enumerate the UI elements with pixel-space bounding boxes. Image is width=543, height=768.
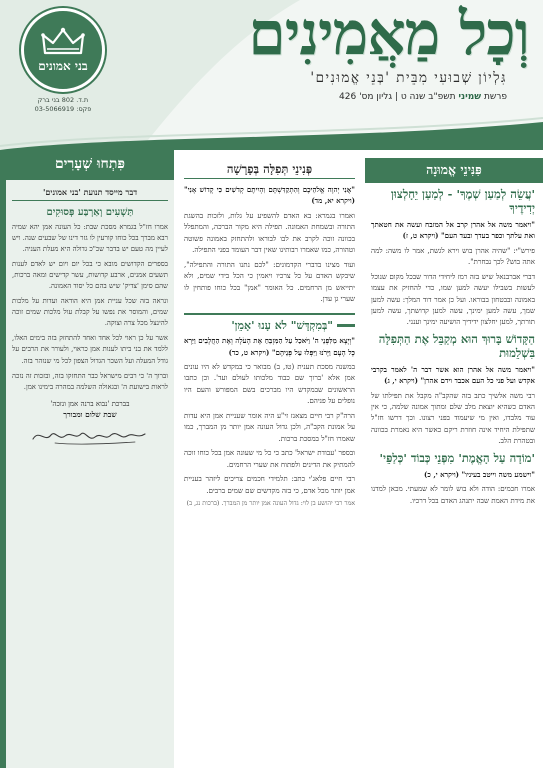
issue-line	[339, 92, 507, 102]
article-verse: "ויאמר משה אל אהרן הוא אשר דבר ה' לאמר בקרבי אקדש ועל פני כל העם אכבד וידם אהרן" (ויקרא י, ג)	[371, 364, 535, 386]
article-paragraph: ועוד מצינו בדברי הקדמונים: "לכם נתנו התורה והתפילה", שיבקש האדם על כל צרכיו ויאמין כי הכל בידי שמים, ולא יתייאש מן הרחמים. כל האומר "אמן" בכל כוחו פותחין לו שערי גן עדן.	[184, 259, 355, 304]
article-paragraph: הרה"ק רבי חיים מצאנז זי"ע היה אומר שעניית אמן היא עדות על אמונת הקב"ה, ולכן גדול העונה אמן יותר מן המברך, כמו שאמרו חז"ל במסכת ברכות.	[184, 410, 355, 443]
prayer-article-body	[184, 184, 355, 305]
article-title-1: 'עֲשֵׂה לְמַעַן שְׁמֶךָ' - לְמַעַן יֵחָלְצוּן יְדִידֶיךָ	[390, 187, 535, 215]
article-paragraph: וברוך ה' כי רבים מישראל כבר התחזקו בזה, ובזכות זה נזכה לראות בישועת ה' ובגאולה השלמה במהרה בימינו אמן.	[12, 371, 168, 391]
article-verse: "וְיָצָא מִלִּפְנֵי ה' וַיֹּאכַל עַל הַמִּזְבֵּחַ אֶת הָעֹלָה וְאֶת הַחֲלָבִים וַיַּרְא כָּל הָעָם וַיָּרֹנּוּ וַיִּפְּלוּ עַל פְּנֵיהֶם" (ויקרא ט, כד)	[184, 336, 355, 357]
logo-text: בני אמונים	[38, 58, 88, 73]
article-title-3: 'מוֹדָה עַל הָאֱמֶת' מִפְּנֵי כְּבוֹד 'כְּלַפֵּי'	[379, 450, 535, 465]
middle-column	[178, 150, 361, 768]
amen-boxed-article	[184, 313, 355, 510]
boxed-article-body	[184, 335, 355, 509]
issue-rest: תשפ"ב שנה ט | גליון מס' 426	[339, 92, 456, 102]
issue-parsha-label: פרשת	[484, 92, 507, 102]
article-paragraph: דברי אברבנאל שיש בזה רמז ליחידי הדור שבכל מקום שנוכל לעשות בשבילו יעשה למען שמו, כדי להחזיק את עצמו באמונה ובבטחון בבוראו. ועל כן אמר דוד המלך: עשה למען שמך, עשה למען ימינך, עשה למען קדושתך, עשה למען תורתך, למען יחלצון ידידיך הושיעה ימינך וענני.	[371, 271, 535, 327]
article-source: אמר רבי יהושע בן לוי: גדול העונה אמן יותר מן המברך. (ברכות נג, ב)	[186, 500, 355, 508]
article-paragraph: ונראה בזה שכל עניית אמן היא הודאה ועדות על מלכות שמים, והמוסר את נפשו על קבלת עול מלכות שמים זוכה להינצל מכל צרה וצוקה.	[12, 297, 168, 328]
article-body-3	[371, 469, 535, 506]
closing-blessing: בברכת 'נבוא ברנה אמן ונזכה'	[50, 399, 130, 408]
issue-parsha: שמיני	[458, 92, 482, 102]
boxed-title-text: "בְּמִקְדָּשׁ" לֹא עָנוּ 'אָמֵן'	[231, 318, 333, 332]
article-paragraph: פירש"י: "שהיה אהרן בוש וירא לגשת, אמר לו משה: למה אתה בוש? לכך נבחרת".	[371, 245, 535, 267]
left-article-body	[12, 222, 168, 393]
right-column	[365, 150, 543, 768]
article-paragraph: במשנה מסכת תענית (טז, ב) מבואר כי במקדש לא היו עונים אמן אלא 'ברוך שם כבוד מלכותו לעולם ועד'. וכן כתבו הראשונים שבמקדש היו מברכים בשם המפורש והעם היו נופלים על פניהם.	[184, 362, 355, 406]
boxed-article-title	[184, 319, 355, 332]
closing-block	[12, 399, 168, 447]
contact-address: ת.ד. 802 בני ברק	[37, 96, 89, 104]
section-title-open-gates: פִּתְחוּ שְׁעָרִים	[6, 150, 174, 180]
left-column	[0, 150, 174, 768]
title-accent-bar	[337, 324, 355, 327]
article-paragraph: רבי חיים פלאג'י כתב: תלמידי חכמים צריכים ליזהר בעניית אמן יותר מכל אדם, כי בזה מקדשים שם שמים ברבים.	[184, 474, 355, 495]
article-paragraph: רבי משה אלשיך כתב בזה שהקב"ה מקבל את תפילתו של האדם כשהיא יוצאת מלב שלם ומתוך אמונה שלמה, כי אין עוד מלבדו, ואין מי שיעמוד בפני רצונו. וכך דרשו חז"ל שתפילת היחיד אינה חוזרת ריקם כאשר היא נאמרת בכוונה ובטהרת הלב.	[371, 390, 535, 446]
masthead-title: וְכָל מַאֲמִינִים	[248, 0, 529, 69]
article-verse: "וישמע משה וייטב בעיניו" (ויקרא י, כ)	[424, 469, 535, 479]
logo-block	[8, 8, 118, 114]
article-paragraph: אמרו חז"ל בגמרא מסכת שבת: כל העונה אמן יהא שמיה רבא מברך בכל כוחו קורעין לו גזר דינו של שבעים שנה. ויש לעיין מה טעם יש בדבר שכ"כ גדולה היא מעלת העניה.	[11, 223, 168, 254]
section-subtitle-founder: דבר מייסד תנועת 'בני אמונים'	[12, 184, 168, 201]
section-title-prayer: פְּנִינֵי תְּפִלָּה בְּפָרָשָׁה	[184, 160, 355, 179]
crown-icon	[41, 27, 85, 57]
article-body-2	[371, 364, 535, 447]
closing-greeting: שבת שלום ומבורך	[63, 410, 117, 420]
handwritten-signature	[25, 425, 155, 447]
left-article-title: תַּשְׁעִים וְאַרְבַּע פְּסוּקִים	[46, 207, 134, 218]
article-paragraph: אמרו חכמים: הודה ולא בוש לומר לא שמעתי. מכאן למדנו את מידת האמת שבה יתנהג האדם בכל דרכיו.	[371, 484, 535, 505]
article-body-1	[371, 219, 535, 328]
article-paragraph: בספרים הקדושים מובא כי בכל יום ויום יש לאדם לענות תשעים אמנים, ארבע קדושות, עשר קדישים ומאה ברכות, שהם סימן 'צדיק' שיש בהם כל יסוד האמונה.	[12, 260, 168, 291]
article-title-2: הַקָּדוֹשׁ בָּרוּךְ הוּא מְקַבֵּל אֶת הַתְּפִלָּה בִּשְׁלֵמוּת	[378, 331, 535, 360]
article-paragraph: אשר על כן ראוי לכל אחד ואחד להתחזק בזה בימים האלו, ללמד את בני ביתו לענות אמן כראוי, ולעורר את הרבים על גודל המעלה ועל השכר הגדול הצפון לכל מי שנזהר בזה.	[12, 334, 168, 365]
brand-logo	[21, 8, 105, 92]
article-paragraph: ואמרו בגמרא: בא האדם להשפיע על גלות, ולזכות בהשגת התורה ובשמחת האמונה. תפילה היא מקור הברכה, והמתפלל בכוונה זוכה לקרב את לבו לבוראו ולהתחזק באמונה פשוטה וטהורה, כמו שאמרו רבותינו שאין דבר העומד בפני התפילה.	[184, 210, 355, 255]
logo-contact	[8, 96, 118, 114]
article-verse: "אֲנִי יְהוָה אֱלֹהֵיכֶם וְהִתְקַדִּשְׁתֶּם וִהְיִיתֶם קְדֹשִׁים כִּי קָדוֹשׁ אָנִי" (ויקרא יא, מד)	[184, 185, 355, 206]
masthead-subtitle: גִּלְיוֹן שְׁבוּעִי מִבֵּית 'בְּנֵי אֱמוּנִים'	[310, 70, 507, 86]
section-title-pearls: פִּנִּינֵי אֱמוּנָה	[365, 158, 543, 183]
masthead	[0, 0, 543, 150]
contact-fax: פקס: 03-5066919	[34, 104, 92, 113]
article-verse: "ויאמר משה אל אהרן קרב אל המזבח ועשה את חטאתך ואת עלתך וכפר בעדך ובעד העם" (ויקרא ט, ז)	[371, 219, 535, 241]
article-paragraph: ובספר 'עבודת ישראל' כתב כי כל מי שעונה אמן בכל כוחו זוכה להמתיק את הדינים ולפתוח את שערי הרחמים.	[184, 448, 355, 469]
